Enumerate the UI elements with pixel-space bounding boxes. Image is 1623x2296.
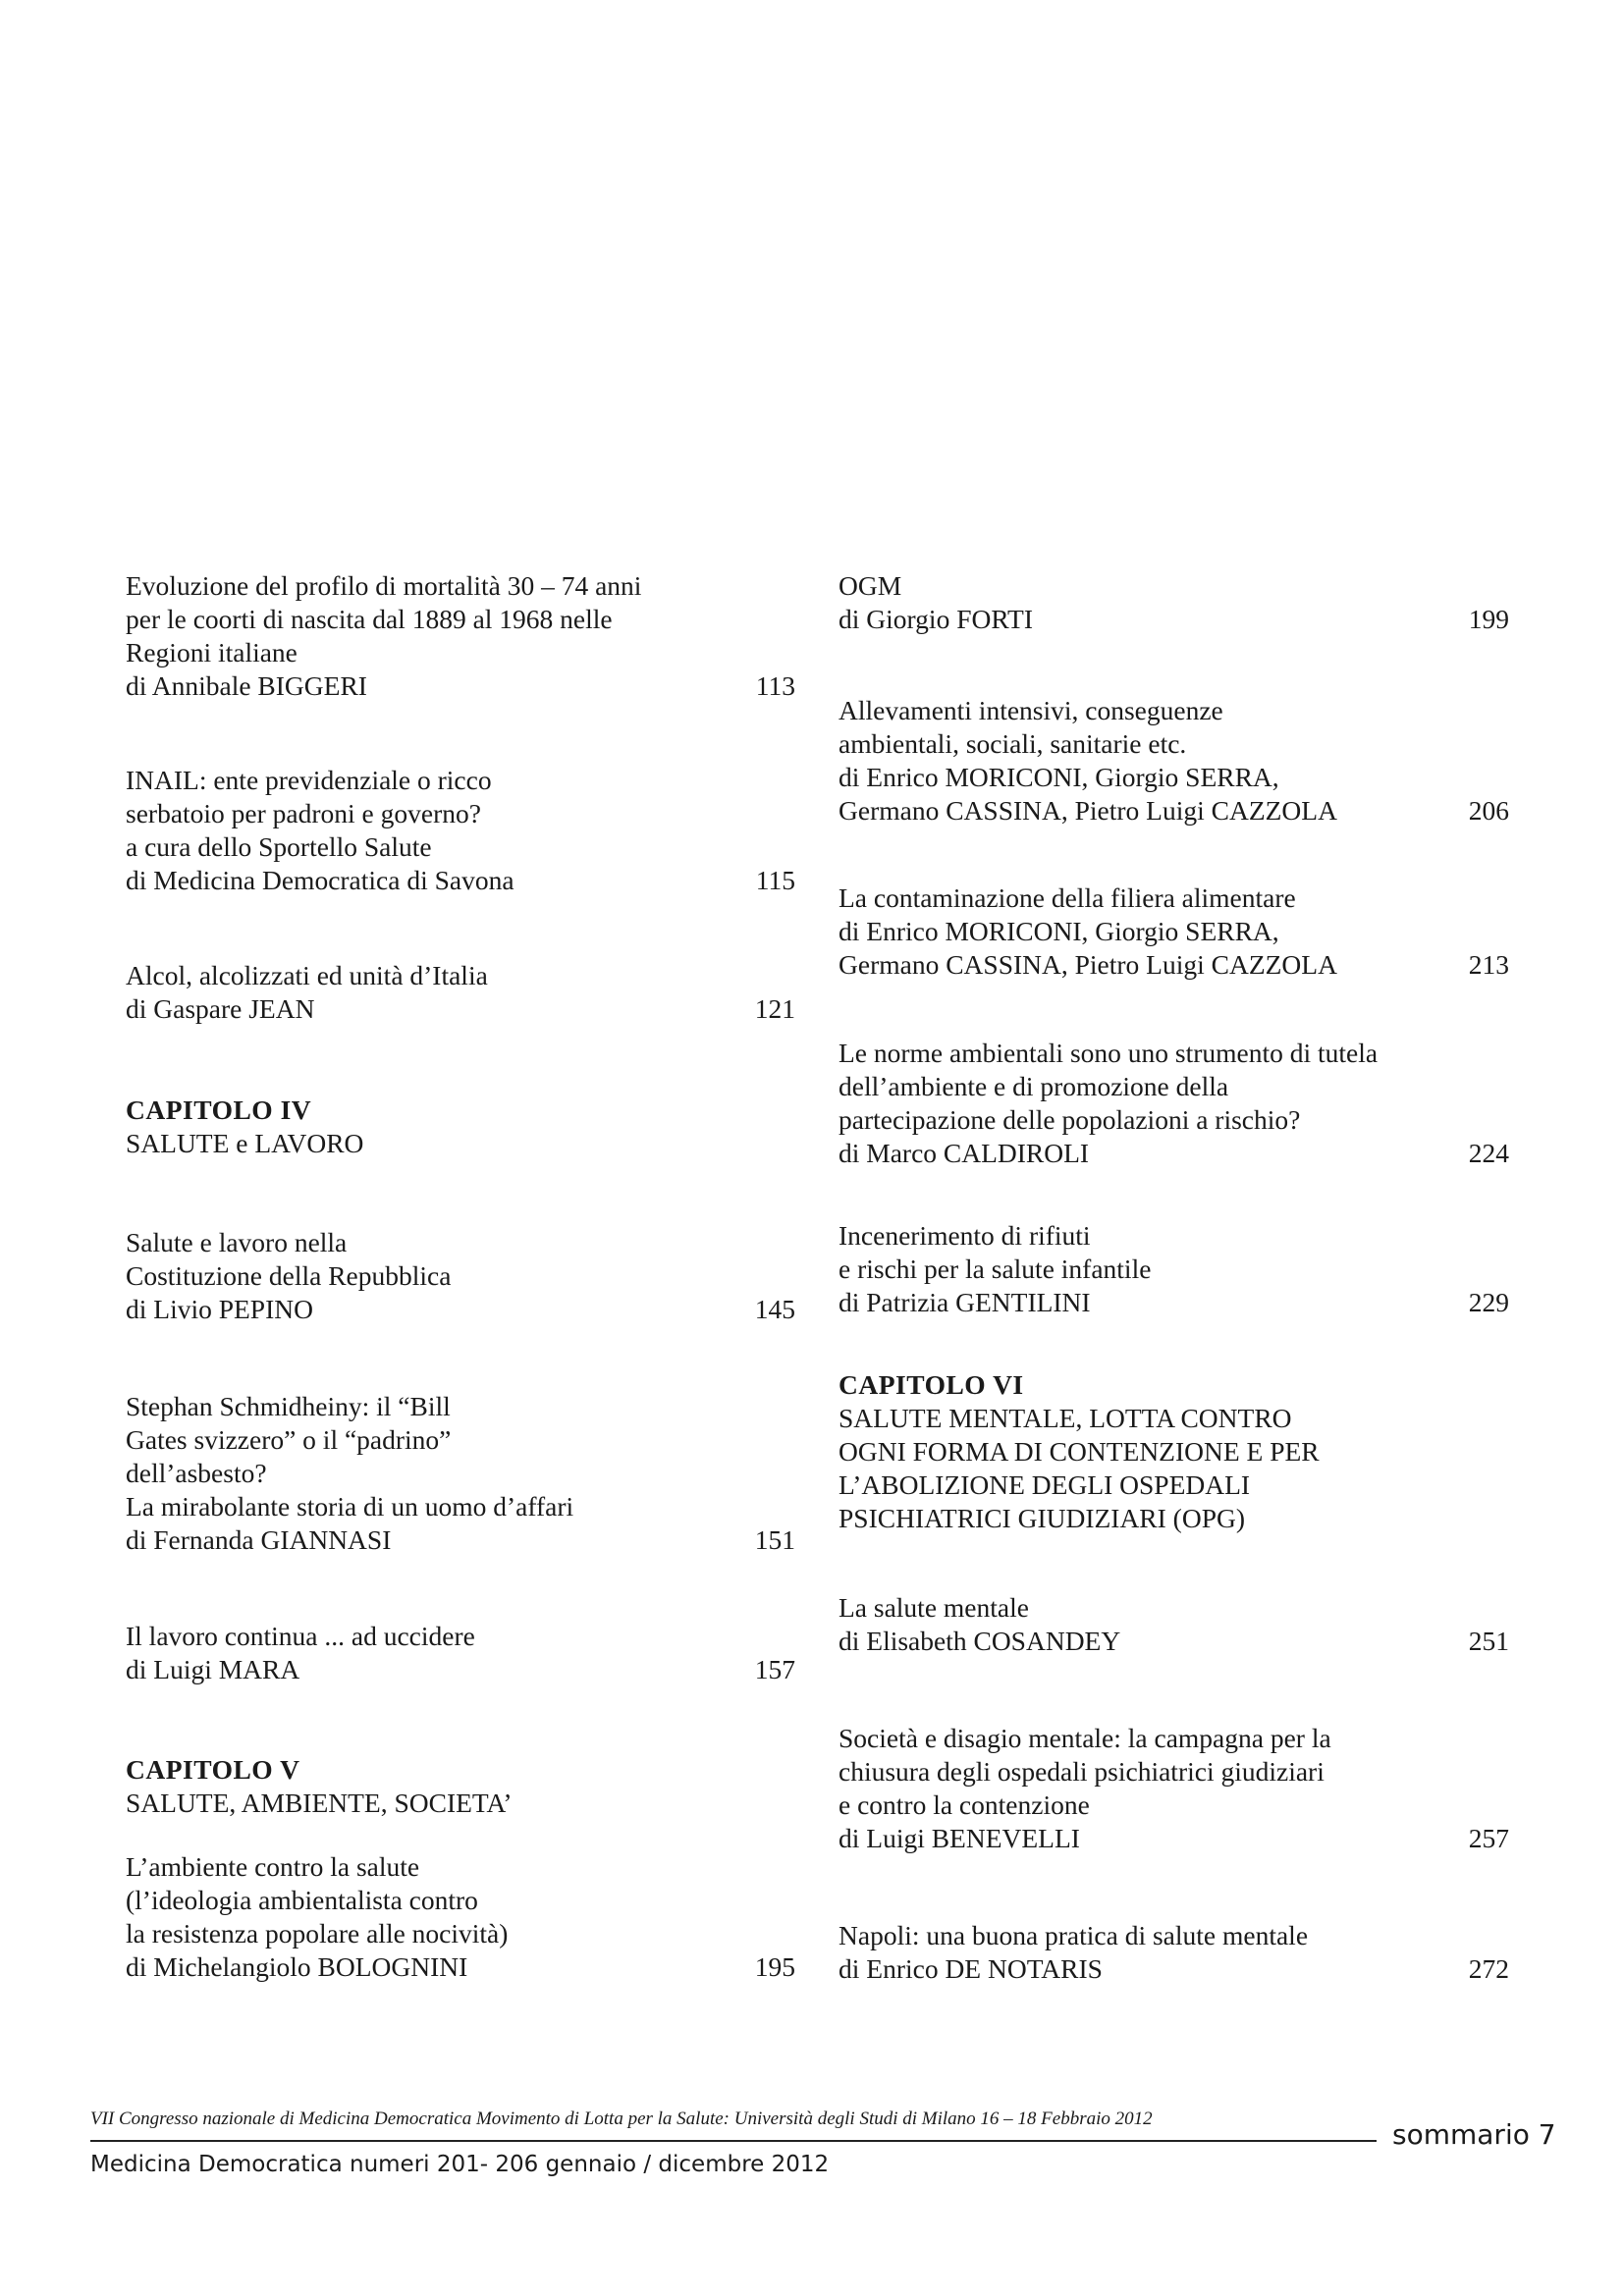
entry-line: Stephan Schmidheiny: il “Bill: [126, 1391, 451, 1421]
chapter-subtitle: PSICHIATRICI GIUDIZIARI (OPG): [839, 1503, 1246, 1533]
entry-author-line: [126, 1950, 795, 1984]
entry-line: Il lavoro continua ... ad uccidere: [126, 1621, 475, 1651]
entry-line: serbatoio per padroni e governo?: [126, 798, 481, 828]
page-number: 151: [754, 1524, 795, 1555]
page-number: 224: [1468, 1138, 1509, 1168]
toc-entry: [839, 1037, 1509, 1170]
entry-line: Le norme ambientali sono uno strumento di tutela: [839, 1038, 1379, 1068]
entry-author-line: [126, 1653, 795, 1686]
entry-line: ambientali, sociali, sanitarie etc.: [839, 728, 1187, 759]
entry-line: la resistenza popolare alle nocività): [126, 1918, 509, 1949]
toc-entry: [126, 1850, 795, 1984]
entry-author: di Luigi MARA: [126, 1654, 300, 1684]
page-number: 199: [1468, 604, 1509, 634]
entry-author: di Fernanda GIANNASI: [126, 1524, 392, 1555]
chapter-title: CAPITOLO IV: [126, 1095, 312, 1125]
entry-line: La contaminazione della filiera alimentare: [839, 882, 1296, 913]
entry-author-line: [126, 864, 795, 897]
entry-line: a cura dello Sportello Salute: [126, 831, 432, 862]
chapter-heading: [839, 1368, 1509, 1535]
entry-line: chiusura degli ospedali psichiatrici giudiziari: [839, 1756, 1325, 1787]
page-number: 113: [755, 670, 795, 701]
toc-entry: [839, 694, 1509, 828]
entry-author: Germano CASSINA, Pietro Luigi CAZZOLA: [839, 795, 1337, 826]
entry-line: OGM: [839, 570, 902, 601]
toc-entry: [839, 1591, 1509, 1658]
toc-entry: [126, 1226, 795, 1326]
entry-line: Regioni italiane: [126, 637, 298, 667]
entry-line: La salute mentale: [839, 1592, 1029, 1623]
page-number: 121: [754, 993, 795, 1024]
footer-divider: [90, 2140, 1377, 2142]
entry-line: partecipazione delle popolazioni a rischio?: [839, 1104, 1301, 1135]
entry-author-line: [839, 1952, 1509, 1986]
entry-line: Gates svizzero” o il “padrino”: [126, 1424, 452, 1455]
toc-entry: [126, 1620, 795, 1686]
toc-entry: [839, 1219, 1509, 1319]
page-number: 213: [1468, 949, 1509, 980]
entry-line: di Enrico MORICONI, Giorgio SERRA,: [839, 916, 1279, 946]
entry-line: e contro la contenzione: [839, 1789, 1090, 1820]
entry-line: INAIL: ente previdenziale o ricco: [126, 765, 492, 795]
page-number: 206: [1468, 795, 1509, 826]
entry-author-line: [126, 992, 795, 1026]
entry-author-line: [839, 1286, 1509, 1319]
page-number: 157: [754, 1654, 795, 1684]
entry-line: Alcol, alcolizzati ed unità d’Italia: [126, 960, 488, 990]
entry-line: L’ambiente contro la salute: [126, 1851, 420, 1882]
toc-entry: [839, 1919, 1509, 1986]
toc-entry: [126, 764, 795, 897]
page-number: 257: [1468, 1823, 1509, 1853]
entry-author-line: [839, 603, 1509, 636]
chapter-title: CAPITOLO V: [126, 1754, 300, 1785]
chapter-heading: [126, 1753, 795, 1820]
page-number: 195: [754, 1951, 795, 1982]
page-number: 251: [1468, 1626, 1509, 1656]
entry-line: (l’ideologia ambientalista contro: [126, 1885, 478, 1915]
entry-line: Evoluzione del profilo di mortalità 30 – 74 anni: [126, 570, 642, 601]
toc-entry: [839, 569, 1509, 636]
page-number: 145: [754, 1294, 795, 1324]
entry-author: di Enrico DE NOTARIS: [839, 1953, 1103, 1984]
entry-author: di Gaspare JEAN: [126, 993, 315, 1024]
entry-author: di Livio PEPINO: [126, 1294, 313, 1324]
entry-author: di Giorgio FORTI: [839, 604, 1033, 634]
entry-line: Allevamenti intensivi, conseguenze: [839, 695, 1223, 725]
footer-journal-info: Medicina Democratica numeri 201- 206 gennaio / dicembre 2012: [90, 2152, 830, 2177]
chapter-subtitle: SALUTE, AMBIENTE, SOCIETA’: [126, 1788, 513, 1818]
footer-congress-note: VII Congresso nazionale di Medicina Democratica Movimento di Lotta per la Salute: Università degli Studi di Milano 16 – 18 Febbraio 2012: [90, 2109, 1153, 2129]
entry-line: per le coorti di nascita dal 1889 al 1968 nelle: [126, 604, 613, 634]
entry-author: Germano CASSINA, Pietro Luigi CAZZOLA: [839, 949, 1337, 980]
chapter-heading: [126, 1094, 795, 1160]
toc-entry: [126, 1390, 795, 1557]
page-number: 229: [1468, 1287, 1509, 1317]
entry-line: Società e disagio mentale: la campagna per la: [839, 1723, 1331, 1753]
entry-line: di Enrico MORICONI, Giorgio SERRA,: [839, 762, 1279, 792]
entry-author: di Michelangiolo BOLOGNINI: [126, 1951, 468, 1982]
entry-author-line: [839, 1822, 1509, 1855]
chapter-subtitle: OGNI FORMA DI CONTENZIONE E PER: [839, 1436, 1320, 1467]
entry-author-line: [839, 1137, 1509, 1170]
footer-section-page: sommario 7: [1392, 2118, 1556, 2151]
entry-author: di Luigi BENEVELLI: [839, 1823, 1080, 1853]
chapter-subtitle: L’ABOLIZIONE DEGLI OSPEDALI: [839, 1469, 1251, 1500]
entry-author-line: [126, 669, 795, 703]
entry-line: dell’asbesto?: [126, 1458, 267, 1488]
toc-entry: [839, 1722, 1509, 1855]
entry-author: di Annibale BIGGERI: [126, 670, 367, 701]
entry-line: Incenerimento di rifiuti: [839, 1220, 1091, 1251]
entry-line: Salute e lavoro nella: [126, 1227, 348, 1257]
entry-author: di Medicina Democratica di Savona: [126, 865, 514, 895]
entry-line: La mirabolante storia di un uomo d’affari: [126, 1491, 574, 1522]
entry-line: e rischi per la salute infantile: [839, 1254, 1152, 1284]
entry-author-line: [126, 1293, 795, 1326]
toc-entry: [126, 959, 795, 1026]
entry-author: di Elisabeth COSANDEY: [839, 1626, 1121, 1656]
entry-author-line: [839, 948, 1509, 982]
chapter-subtitle: SALUTE e LAVORO: [126, 1128, 364, 1158]
entry-line: Napoli: una buona pratica di salute mentale: [839, 1920, 1309, 1950]
entry-author-line: [839, 794, 1509, 828]
entry-line: dell’ambiente e di promozione della: [839, 1071, 1229, 1101]
page-number: 272: [1468, 1953, 1509, 1984]
entry-line: Costituzione della Repubblica: [126, 1260, 452, 1291]
entry-author: di Patrizia GENTILINI: [839, 1287, 1091, 1317]
entry-author-line: [839, 1625, 1509, 1658]
entry-author: di Marco CALDIROLI: [839, 1138, 1090, 1168]
chapter-subtitle: SALUTE MENTALE, LOTTA CONTRO: [839, 1403, 1292, 1433]
chapter-title: CAPITOLO VI: [839, 1369, 1024, 1400]
toc-entry: [126, 569, 795, 703]
entry-author-line: [126, 1523, 795, 1557]
page-number: 115: [755, 865, 795, 895]
toc-entry: [839, 881, 1509, 982]
